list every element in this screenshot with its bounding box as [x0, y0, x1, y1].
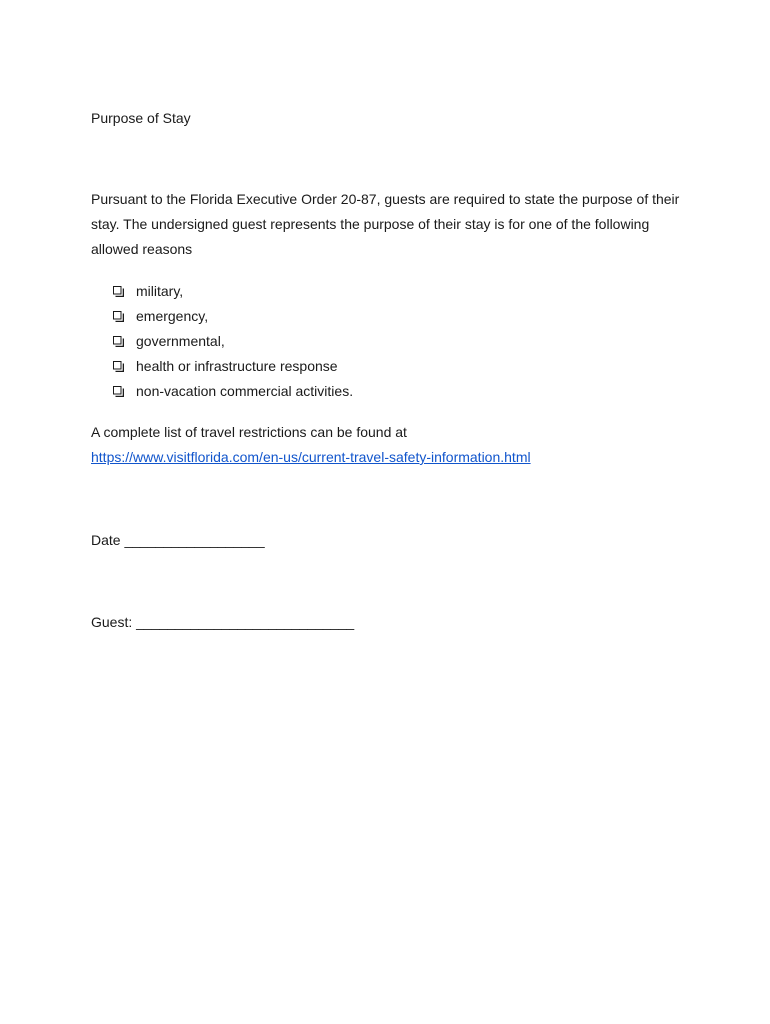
reason-label: military, — [136, 283, 184, 299]
list-item — [113, 379, 353, 404]
intro-paragraph: Pursuant to the Florida Executive Order 20-87, guests are required to state the purpose of their stay. The undersigned guest represents the purpose of their stay is for one of the following allowed reasons — [91, 191, 680, 257]
reasons-list — [113, 279, 353, 404]
checkbox-icon — [113, 311, 124, 322]
checkbox-icon — [113, 361, 124, 372]
reason-label: emergency, — [136, 308, 209, 324]
list-item — [113, 279, 353, 304]
list-item — [113, 304, 353, 329]
document-title: Purpose of Stay — [91, 110, 191, 126]
reason-label: health or infrastructure response — [136, 358, 338, 374]
list-item — [113, 354, 353, 379]
reason-label: governmental, — [136, 333, 225, 349]
travel-restrictions-link[interactable]: https://www.visitflorida.com/en-us/current-travel-safety-information.html — [91, 449, 531, 465]
restrictions-paragraph — [91, 420, 531, 470]
list-item — [113, 329, 353, 354]
checkbox-icon — [113, 286, 124, 297]
reason-label: non-vacation commercial activities. — [136, 383, 354, 399]
checkbox-icon — [113, 386, 124, 397]
guest-signature-line[interactable]: Guest: ____________________________ — [91, 614, 355, 630]
checkbox-icon — [113, 336, 124, 347]
restrictions-text: A complete list of travel restrictions can be found at — [91, 424, 407, 440]
date-signature-line[interactable]: Date __________________ — [91, 532, 265, 548]
